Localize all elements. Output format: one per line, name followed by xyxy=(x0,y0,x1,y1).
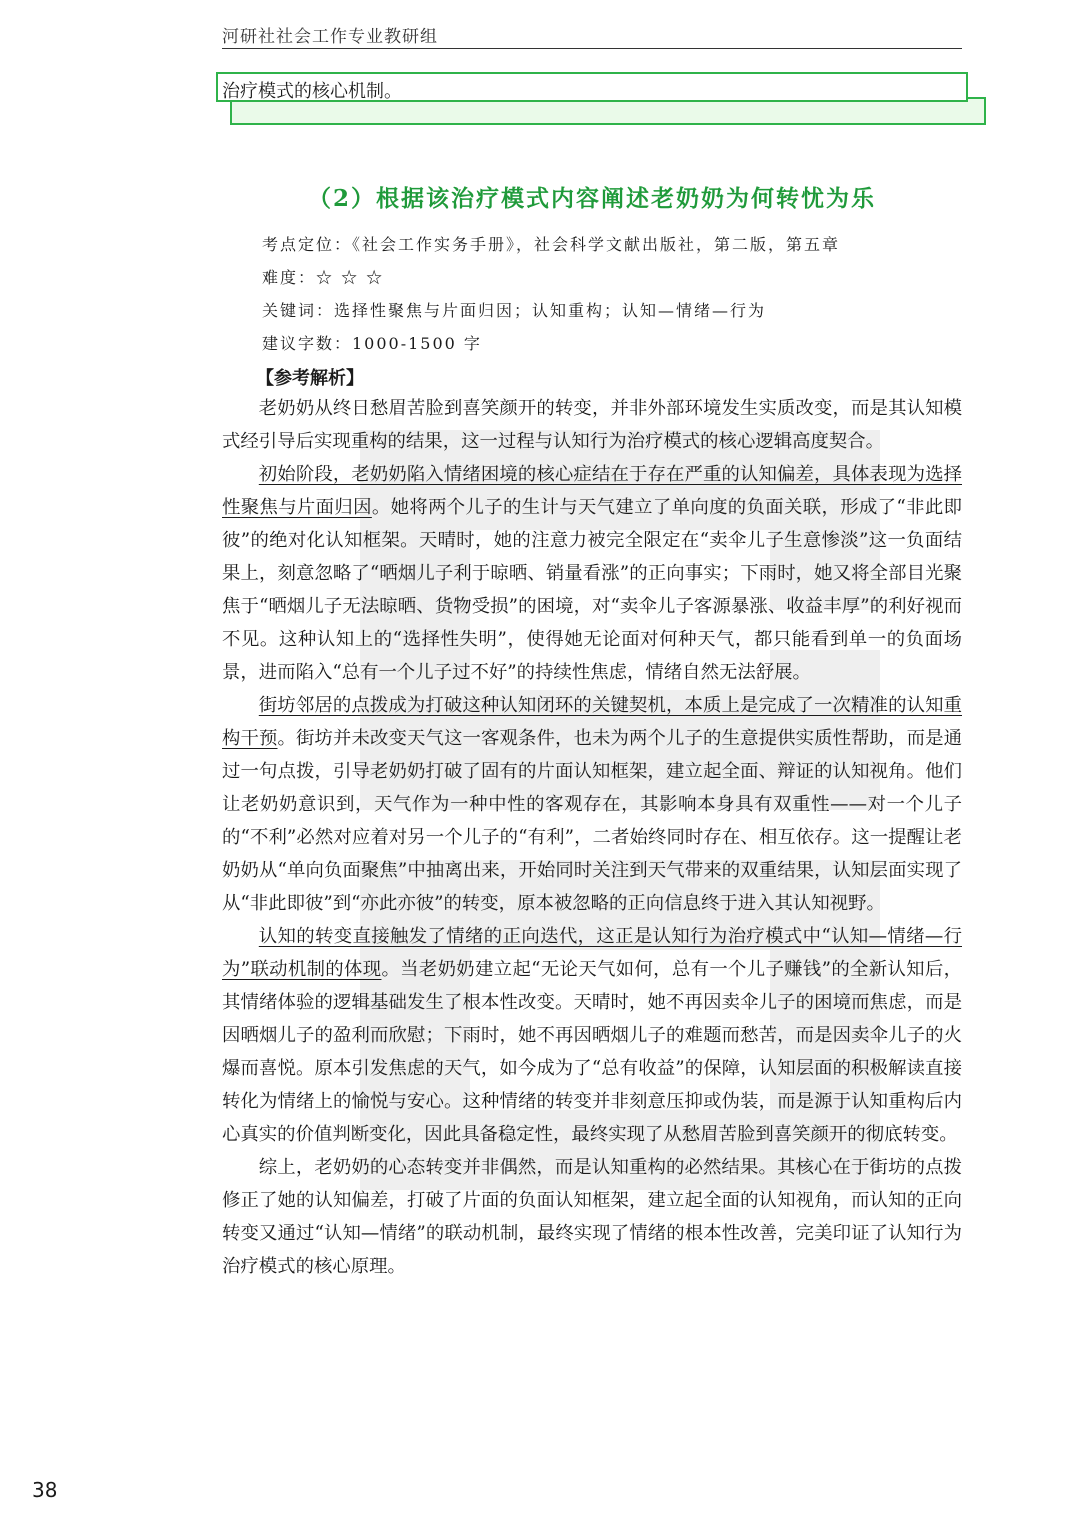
paragraph-intro: 老奶奶从终日愁眉苦脸到喜笑颜开的转变，并非外部环境发生实质改变，而是其认知模式经引导后实现重构的结果，这一过程与认知行为治疗模式的核心逻辑高度契合。 xyxy=(222,398,962,452)
section-title: （2）根据该治疗模式内容阐述老奶奶为何转忧为乐 xyxy=(307,185,876,212)
meta-word-count: 建议字数：1000-1500 字 xyxy=(262,334,482,353)
key-sentence: 街坊邻居的点拨成为打破这种认知闭环的关键契机，本质上是完成了一次精准的认知重构干预 xyxy=(222,695,962,749)
paragraph-text: 。当老奶奶建立起“无论天气如何，总有一个儿子赚钱”的全新认知后，其情绪体验的逻辑基础发生了根本性改变。天晴时，她不再因卖伞儿子的困境而焦虑，而是因晒烟儿子的盈利而欣慰；下雨时，她不再因晒烟儿子的难题而愁苦，而是因卖伞儿子的火爆而喜悦。原本引发焦虑的天气，如今成为了“总有收益”的保障，认知层面的积极解读直接转化为情绪上的愉悦与安心。这种情绪的转变并非刻意压抑或伪装，而是源于认知重构后内心真实的价值判断变化，因此具备稳定性，最终实现了从愁眉苦脸到喜笑颜开的彻底转变。 xyxy=(222,959,963,1145)
paragraph-intervention xyxy=(222,689,962,920)
paragraph-emotion xyxy=(222,920,962,1151)
header-title: 河研社社会工作专业教研组 xyxy=(222,27,438,47)
reference-label: 【参考解析】 xyxy=(256,368,364,389)
paragraph-initial-stage xyxy=(222,458,962,689)
paragraph-text: 。她将两个儿子的生计与天气建立了单向度的负面关联，形成了“非此即彼”的绝对化认知框架。天晴时，她的注意力被完全限定在“卖伞儿子生意惨淡”这一负面结果上，刻意忽略了“晒烟儿子利于晾晒、销量看涨”的正向事实；下雨时，她又将全部目光聚焦于“晒烟儿子无法晾晒、货物受损”的困境，对“卖伞儿子客源暴涨、收益丰厚”的利好视而不见。这种认知上的“选择性失明”，使得她无论面对何种天气，都只能看到单一的负面场景，进而陷入“总有一个儿子过不好”的持续性焦虑，情绪自然无法舒展。 xyxy=(222,497,962,683)
page-number: 38 xyxy=(32,1478,58,1502)
paragraph-text: 。街坊并未改变天气这一客观条件，也未为两个儿子的生意提供实质性帮助，而是通过一句点拨，引导老奶奶打破了固有的片面认知框架，建立起全面、辩证的认知视角。他们让老奶奶意识到，天气作为一种中性的客观存在，其影响本身具有双重性——对一个儿子的“不利”必然对应着对另一个儿子的“有利”，二者始终同时存在、相互依存。这一提醒让老奶奶从“单向负面聚焦”中抽离出来，开始同时关注到天气带来的双重结果，认知层面实现了从“非此即彼”到“亦此亦彼”的转变，原本被忽略的正向信息终于进入其认知视野。 xyxy=(222,728,962,914)
key-sentence: 初始阶段，老奶奶陷入情绪困境的核心症结在于存在严重的认知偏差，具体表现为选择性聚焦与片面归因 xyxy=(222,464,962,518)
analysis-body xyxy=(222,392,962,1283)
highlight-box-text: 治疗模式的核心机制。 xyxy=(222,81,402,102)
highlight-box xyxy=(216,72,968,102)
page-header xyxy=(222,18,962,49)
meta-keywords: 关键词：选择性聚焦与片面归因；认知重构；认知—情绪—行为 xyxy=(262,301,767,320)
meta-difficulty: 难度：☆ ☆ ☆ xyxy=(262,268,385,287)
meta-location: 考点定位：《社会工作实务手册》，社会科学文献出版社，第二版，第五章 xyxy=(262,235,841,254)
paragraph-summary: 综上，老奶奶的心态转变并非偶然，而是认知重构的必然结果。其核心在于街坊的点拨修正了她的认知偏差，打破了片面的负面认知框架，建立起全面的认知视角，而认知的正向转变又通过“认知—情绪”的联动机制，最终实现了情绪的根本性改善，完美印证了认知行为治疗模式的核心原理。 xyxy=(222,1157,962,1277)
key-sentence: 认知的转变直接触发了情绪的正向迭代，这正是认知行为治疗模式中“认知—情绪—行为”联动机制的体现 xyxy=(222,926,962,980)
